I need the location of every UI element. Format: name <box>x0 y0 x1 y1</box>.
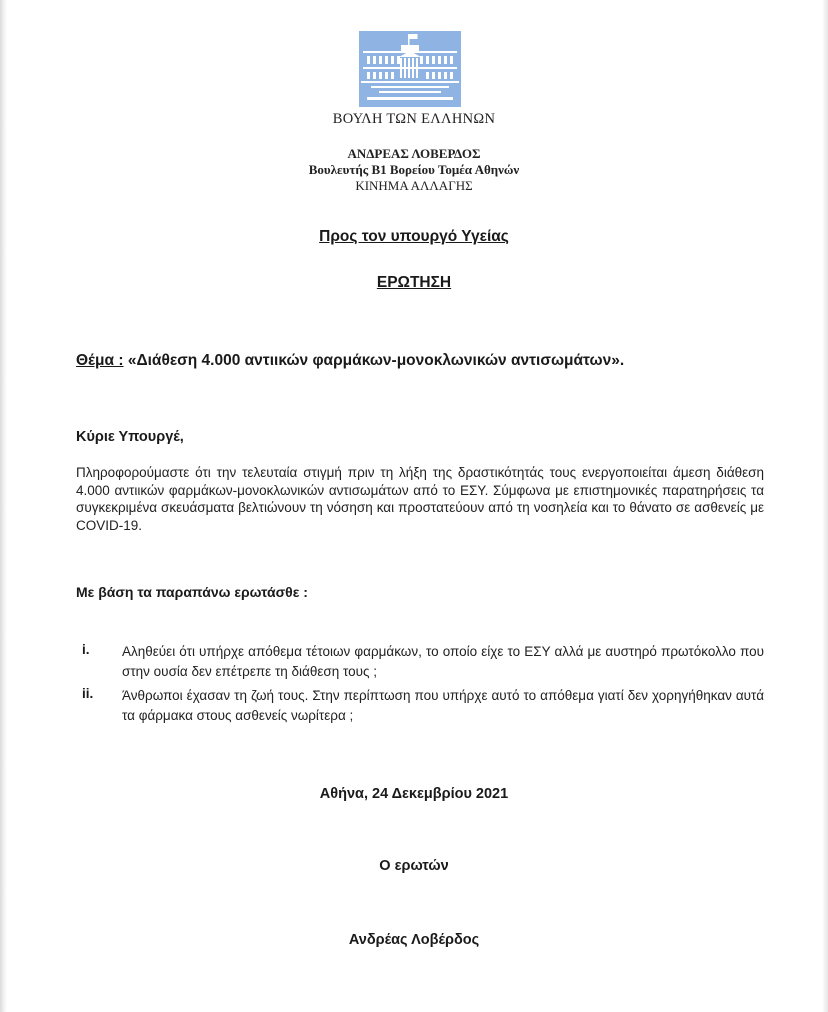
questions-intro: Με βάση τα παραπάνω ερωτάσθε : <box>76 584 308 600</box>
question-item <box>82 642 764 684</box>
question-item <box>82 686 764 728</box>
signatory-name: Ανδρέας Λοβέρδος <box>348 932 480 948</box>
question-number: ii. <box>82 686 94 701</box>
addressee: Προς τον υπουργό Υγείας <box>319 228 509 245</box>
document-type: ΕΡΩΤΗΣΗ <box>376 274 452 291</box>
sender-name: ΑΝΔΡΕΑΣ ΛΟΒΕΡΔΟΣ <box>347 146 481 161</box>
sender-role: Βουλευτής Β1 Βορείου Τομέα Αθηνών <box>308 162 520 177</box>
subject-label: Θέμα : <box>76 352 124 369</box>
body-paragraph: Πληροφορούμαστε ότι την τελευταία στιγμή πριν τη λήξη της δραστικότητάς τους ενεργοποιείται άμεση διάθεση 4.000 αντιικών φαρμάκων-μονοκλωνικών αντισωμάτων από το ΕΣΥ. Σύμφωνα με επιστημονικές παρατηρήσεις τα συγκεκριμένα σκευάσματα βελτιώνουν τη νόσηση και προστατεύουν από τη νοσηλεία και το θάνατο σε ασθενείς με COVID-19. <box>76 465 764 533</box>
salutation: Κύριε Υπουργέ, <box>76 429 184 445</box>
parliament-building-icon <box>359 31 461 107</box>
question-text: Αληθεύει ότι υπήρχε απόθεμα τέτοιων φαρμάκων, το οποίο είχε το ΕΣΥ αλλά με αυστηρό πρωτόκολλο που στην ουσία δεν επέτρεπε τη διάθεση τους ; <box>122 644 764 679</box>
date-line: Αθήνα, 24 Δεκεμβρίου 2021 <box>319 786 509 802</box>
question-text: Άνθρωποι έχασαν τη ζωή τους. Στην περίπτωση που υπήρχε αυτό το απόθεμα γιατί δεν χορηγήθηκαν αυτά τα φάρμακα στους ασθενείς νωρίτερα ; <box>122 688 764 723</box>
sender-party: ΚΙΝΗΜΑ ΑΛΛΑΓΗΣ <box>355 178 473 193</box>
question-number: i. <box>82 642 90 657</box>
subject-line <box>76 352 624 370</box>
signatory-label: Ο ερωτών <box>379 858 449 874</box>
subject-text: «Διάθεση 4.000 αντιικών φαρμάκων-μονοκλωνικών αντισωμάτων». <box>127 352 625 369</box>
org-name: ΒΟΥΛΗ ΤΩΝ ΕΛΛΗΝΩΝ <box>332 111 496 127</box>
